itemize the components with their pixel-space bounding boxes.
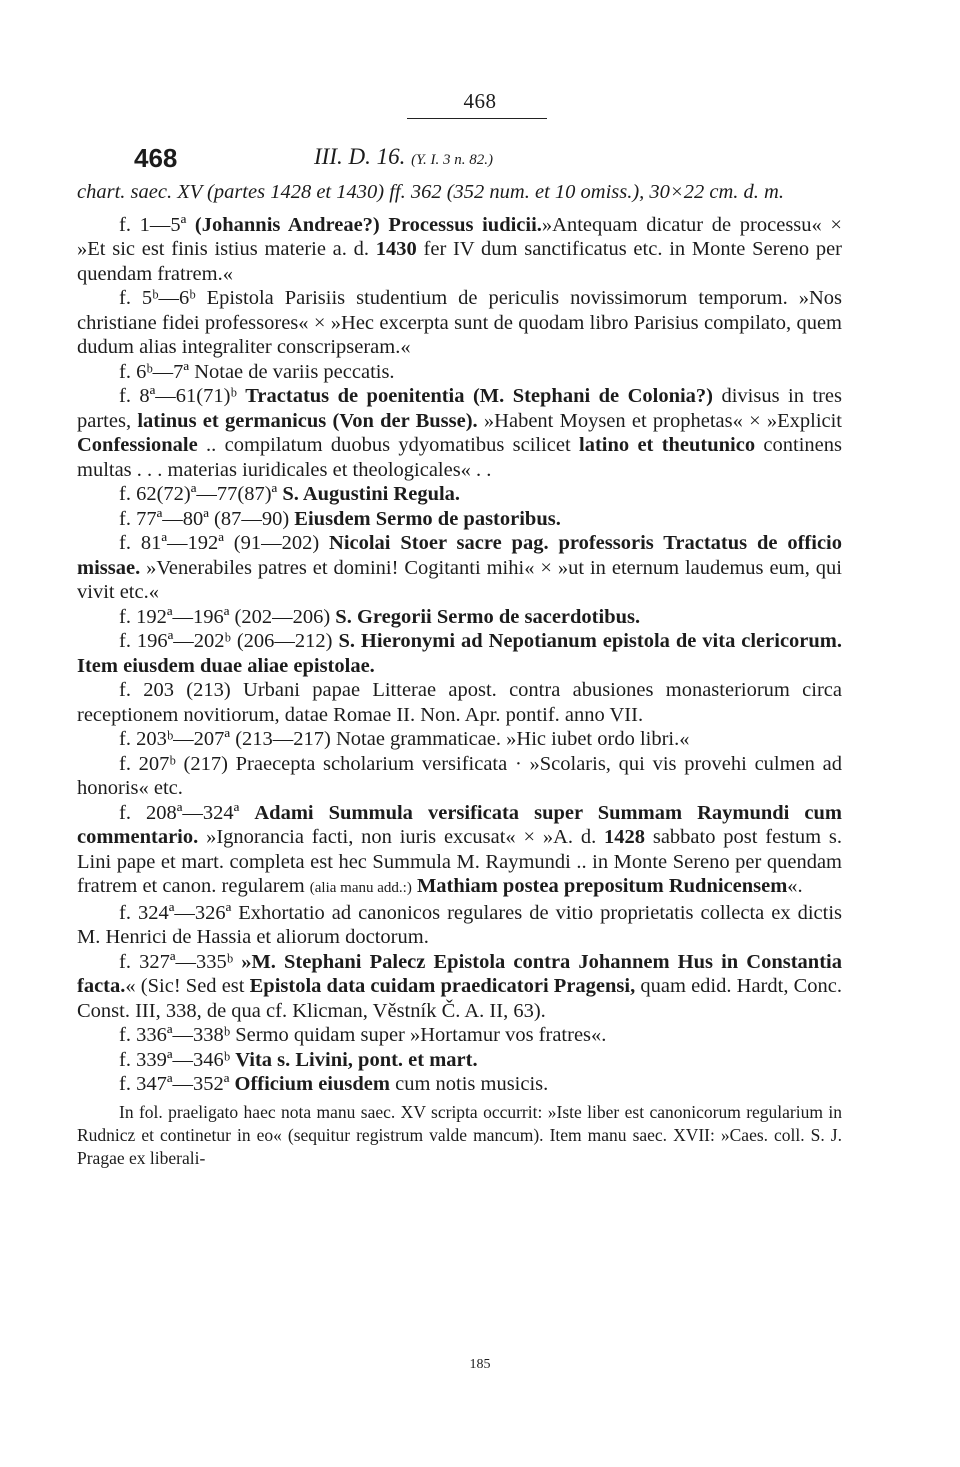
contents-entry — [77, 360, 842, 385]
contents-entry — [77, 605, 842, 630]
entry-text: f. 336ª—338ᵇ Sermo quidam super »Hortamur vos fratres«. — [119, 1024, 607, 1046]
entry-text: f. 81ª—192ª (91—202) — [119, 532, 330, 554]
entry-text: f. 192ª—196ª (202—206) — [119, 605, 336, 628]
entry-title: 1430 — [375, 238, 417, 260]
entry-title: Nicolai Stoer sacre pag. professoris Tractatus de officio missae. — [77, 532, 842, 579]
entry-text: f. 339ª—346ᵇ — [119, 1048, 236, 1071]
shelfmark — [314, 144, 493, 170]
entry-text: f. 62(72)ª—77(87)ª — [119, 483, 283, 505]
contents-entry — [77, 801, 842, 901]
contents-entry — [77, 384, 842, 482]
header-rule — [407, 118, 547, 119]
contents-entry — [77, 213, 842, 287]
entry-text: f. 347ª—352ª — [119, 1073, 235, 1095]
contents-entry — [77, 901, 842, 950]
contents-entry — [77, 286, 842, 360]
physical-description: chart. saec. XV (partes 1428 et 1430) ff. 362 (352 num. et 10 omiss.), 30×22 cm. d. m. — [77, 181, 784, 203]
contents-entry — [77, 1023, 842, 1048]
entry-text: fer IV dum sanctificatus etc. in Monte Sereno per quendam fratrem.« — [77, 238, 842, 285]
entry-text: f. 208ª—324ª — [119, 801, 255, 824]
entry-title: Vita s. Livini, pont. et mart. — [235, 1048, 478, 1071]
contents-list — [77, 213, 842, 1097]
entry-title: Adami Summula versificata super Summam Raymundi cum commentario. — [77, 801, 842, 848]
entry-title: »M. Stephani Palecz Epistola contra Johannem Hus in Constantia facta. — [77, 950, 842, 997]
entry-title: Epistola data cuidam praedicatori Pragensi, — [249, 975, 636, 997]
entry-text: .. compilatum duobus ydyomatibus scilicet — [197, 434, 580, 456]
entry-text: f. 203 (213) Urbani papae Litterae apost. contra abusiones monasteriorum circa receptionem novitiorum, datae Romae II. Non. Apr. pontif. anno VII. — [77, 679, 842, 726]
shelfmark-main: III. D. 16. — [314, 144, 406, 169]
contents-entry — [77, 507, 842, 532]
entry-title: (Johannis Andreae?) Processus iudicii. — [194, 213, 542, 236]
entry-text: f. 8ª—61(71)ᵇ — [119, 385, 246, 407]
contents-entry — [77, 752, 842, 801]
contents-entry — [77, 629, 842, 678]
entry-text: f. 5ᵇ—6ᵇ Epistola Parisiis studentium de periculis novissimorum temporum. »Nos christiane fidei professores« × »Hec excerpta sunt de quodam libro Parisius compilato, quem dudum alias integraliter conscripseram.« — [77, 287, 842, 358]
entry-title: latinus et germanicus (Von der Busse). — [137, 409, 478, 432]
contents-entry — [77, 1048, 842, 1073]
contents-entry — [77, 678, 842, 727]
entry-text: quam edid. Hardt, Conc. Const. III, 338, de qua cf. Klicman, Věstník Č. A. II, 63). — [77, 975, 842, 1022]
entry-title: S. Augustini Regula. — [282, 483, 461, 505]
running-head: 468 — [463, 89, 497, 113]
entry-title: latino et theutunico — [579, 434, 756, 456]
entry-title: Tractatus de poenitentia (M. Stephani de Colonia?) — [245, 385, 713, 407]
entry-number: 468 — [134, 143, 178, 173]
entry-text: f. 324ª—326ª Exhortatio ad canonicos regulares de vitio proprietatis collecta ex dictis M. Henrici de Hassia et aliorum doctorum. — [77, 901, 842, 948]
entry-title: Mathiam postea prepositum Rudnicensem — [416, 875, 788, 897]
entry-text: »Habent Moysen et prophetas« × »Explicit — [477, 409, 843, 432]
entry-text: sabbato post festum s. Lini pape et mart. completa est hec Summula M. Raymundi .. in Monte Sereno per quendam fratrem et canon. regularem — [77, 826, 842, 897]
entry-text: cum notis musicis. — [389, 1073, 549, 1095]
entry-title: 1428 — [604, 826, 646, 848]
entry-text: f. 203ᵇ—207ª (213—217) Notae grammaticae. »Hic iubet ordo libri.« — [119, 728, 690, 750]
provenance-note: In fol. praeligato haec nota manu saec. XV scripta occurrit: »Iste liber est canonicorum regularium in Rudnicz et continetur in eo« (sequitur registrum valde mancum). Item manu saec. XVII: »Caes. coll. S. J. Pragae ex liberali- — [77, 1101, 842, 1168]
entry-text: f. 327ª—335ᵇ — [119, 950, 242, 973]
entry-text: f. 6ᵇ—7ª Notae de variis peccatis. — [119, 360, 395, 383]
contents-entry — [77, 482, 842, 507]
entry-text: »Ignorancia facti, non iuris excusat« × »A. d. — [198, 826, 605, 848]
page-footer-number: 185 — [469, 1357, 491, 1372]
entry-text: «. — [787, 875, 803, 897]
entry-title: Officium eiusdem — [234, 1073, 390, 1095]
contents-entry — [77, 1072, 842, 1097]
entry-text: divisus in tres partes, — [77, 385, 842, 432]
alt-shelfmark: (Y. I. 3 n. 82.) — [411, 152, 494, 168]
entry-text: continens multas . . . materias iuridicales et theologicales« . . — [77, 434, 842, 481]
contents-entry — [77, 727, 842, 752]
manuscript-description — [77, 180, 842, 1170]
entry-title: Eiusdem Sermo de pastoribus. — [294, 507, 561, 530]
entry-text: (alia manu add.:) — [309, 880, 412, 896]
entry-text: « (Sic! Sed est — [125, 975, 250, 997]
entry-text: f. 207ᵇ (217) Praecepta scholarium versificata · »Scolaris, qui vis provehi culmen ad honoris« etc. — [77, 752, 842, 799]
entry-text: »Venerabiles patres et domini! Cogitanti mihi« × »ut in eternum laudemus eum, qui vivit etc.« — [77, 556, 842, 603]
contents-entry — [77, 531, 842, 605]
entry-text: »Antequam dicatur de processu« × »Et sic est finis istius materie a. d. — [77, 213, 842, 260]
entry-text: f. 196ª—202ᵇ (206—212) — [119, 630, 339, 652]
entry-text: f. 77ª—80ª (87—90) — [119, 507, 295, 530]
entry-title: S. Hieronymi ad Nepotianum epistola de vita clericorum. Item eiusdem duae aliae epistolae. — [77, 630, 843, 677]
entry-text: f. 1—5ª — [119, 213, 195, 236]
contents-entry — [77, 950, 842, 1024]
entry-title: Confessionale — [77, 434, 198, 456]
entry-title: S. Gregorii Sermo de sacerdotibus. — [335, 605, 641, 628]
